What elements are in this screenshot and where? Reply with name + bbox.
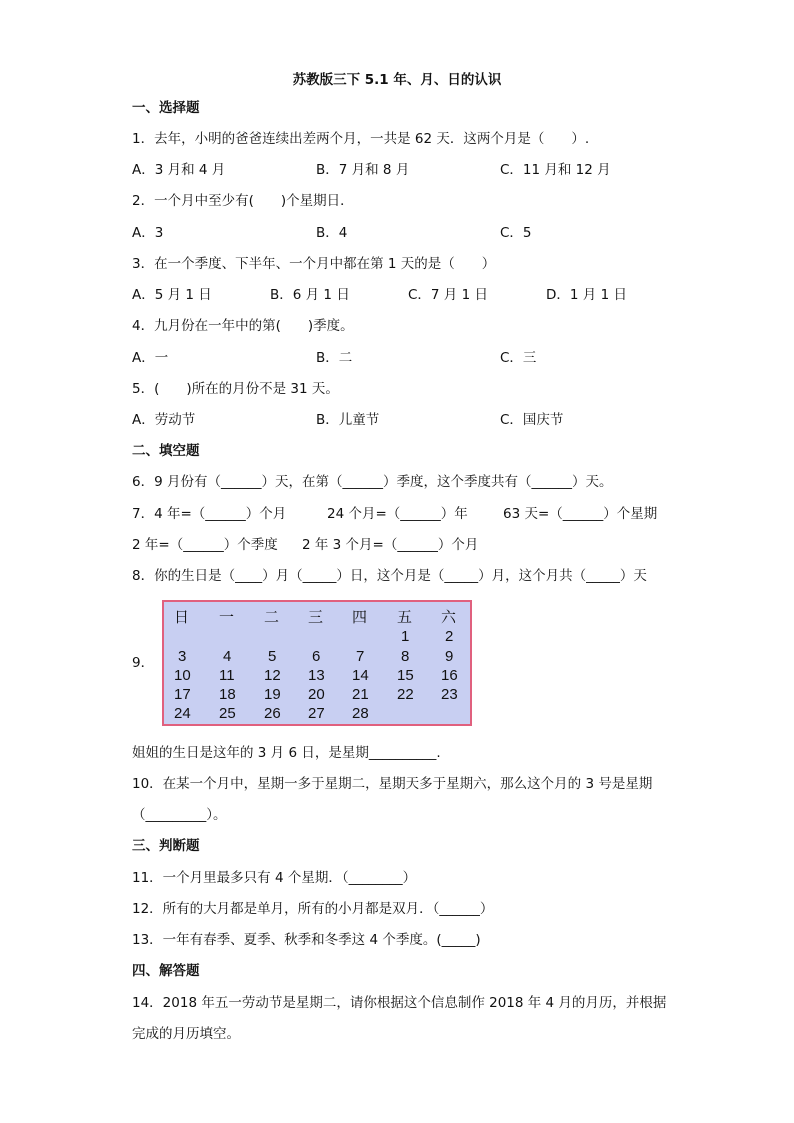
section-heading-answer: 四、解答题 xyxy=(132,963,200,979)
calendar-day: 5 xyxy=(268,648,277,665)
question-14-line-2: 完成的月历填空。 xyxy=(132,1026,240,1042)
question-2-stem: 2．一个月中至少有( )个星期日． xyxy=(132,193,354,209)
calendar-day: 16 xyxy=(441,667,458,684)
question-3-stem: 3．在一个季度、下半年、一个月中都在第 1 天的是（ ） xyxy=(132,256,496,272)
calendar-weekday-header: 五 xyxy=(397,609,413,626)
section-heading-fill: 二、填空题 xyxy=(132,443,200,459)
question-13: 13．一年有春季、夏季、秋季和冬季这 4 个季度。(_____) xyxy=(132,932,481,948)
calendar-day: 11 xyxy=(219,667,235,684)
calendar-weekday-header: 日 xyxy=(174,609,190,626)
question-9-text: 姐姐的生日是这年的 3 月 6 日，是星期__________. xyxy=(132,745,441,761)
calendar-day: 13 xyxy=(308,667,325,684)
calendar-day: 2 xyxy=(445,628,454,645)
calendar-day: 27 xyxy=(308,705,325,722)
question-5-option-b: B．儿童节 xyxy=(316,412,380,428)
question-7-part-4: 2 年=（______）个季度 xyxy=(132,537,278,553)
question-12: 12．所有的大月都是单月，所有的小月都是双月．（______） xyxy=(132,901,494,917)
calendar-weekday-header: 六 xyxy=(441,609,457,626)
question-3-option-c: C．7 月 1 日 xyxy=(408,287,488,303)
section-heading-choice: 一、选择题 xyxy=(132,100,200,116)
calendar-day: 1 xyxy=(401,628,410,645)
question-7-part-1: 7．4 年=（______）个月 xyxy=(132,506,287,522)
calendar-day: 22 xyxy=(397,686,414,703)
question-2-option-c: C．5 xyxy=(500,225,532,241)
calendar-day: 25 xyxy=(219,705,236,722)
question-7-part-3: 63 天=（______）个星期 xyxy=(503,506,658,522)
calendar-day: 3 xyxy=(178,648,187,665)
question-6: 6．9 月份有（______）天，在第（______）季度，这个季度共有（______）天。 xyxy=(132,474,613,490)
calendar-day: 9 xyxy=(445,648,454,665)
page-title: 苏教版三下 5.1 年、月、日的认识 xyxy=(292,72,502,88)
calendar-day: 10 xyxy=(174,667,191,684)
question-1-option-a: A．3 月和 4 月 xyxy=(132,162,226,178)
question-1-option-b: B．7 月和 8 月 xyxy=(316,162,410,178)
question-10-line-1: 10．在某一个月中，星期一多于星期二，星期天多于星期六，那么这个月的 3 号是星期 xyxy=(132,776,653,792)
question-4-option-b: B．二 xyxy=(316,350,353,366)
question-5-stem: 5．( )所在的月份不是 31 天。 xyxy=(132,381,339,397)
section-heading-judge: 三、判断题 xyxy=(132,838,200,854)
calendar-day: 28 xyxy=(352,705,369,722)
question-1-option-c: C．11 月和 12 月 xyxy=(500,162,611,178)
question-3-option-a: A．5 月 1 日 xyxy=(132,287,212,303)
question-11: 11．一个月里最多只有 4 个星期．（________） xyxy=(132,870,417,886)
calendar-day: 26 xyxy=(264,705,281,722)
calendar-day: 17 xyxy=(174,686,191,703)
calendar-day: 4 xyxy=(223,648,232,665)
question-14-line-1: 14．2018 年五一劳动节是星期二，请你根据这个信息制作 2018 年 4 月的月历，并根据 xyxy=(132,995,667,1011)
question-9-number: 9． xyxy=(132,655,155,671)
calendar-day: 24 xyxy=(174,705,191,722)
calendar-image xyxy=(162,600,472,726)
question-5-option-c: C．国庆节 xyxy=(500,412,564,428)
question-4-stem: 4．九月份在一年中的第( )季度。 xyxy=(132,318,354,334)
question-3-option-d: D．1 月 1 日 xyxy=(546,287,627,303)
question-7-part-2: 24 个月=（______）年 xyxy=(327,506,468,522)
calendar-weekday-header: 二 xyxy=(264,609,280,626)
question-1-stem: 1．去年，小明的爸爸连续出差两个月，一共是 62 天．这两个月是（ ）. xyxy=(132,131,590,147)
calendar-day: 8 xyxy=(401,648,410,665)
calendar-day: 18 xyxy=(219,686,236,703)
calendar-weekday-header: 三 xyxy=(308,609,324,626)
question-7-part-5: 2 年 3 个月=（______）个月 xyxy=(302,537,479,553)
calendar-weekday-header: 一 xyxy=(219,609,235,626)
calendar-weekday-header: 四 xyxy=(352,609,368,626)
calendar-day: 14 xyxy=(352,667,369,684)
question-2-option-a: A．3 xyxy=(132,225,164,241)
calendar-day: 23 xyxy=(441,686,458,703)
question-5-option-a: A．劳动节 xyxy=(132,412,196,428)
calendar-day: 7 xyxy=(356,648,365,665)
question-10-line-2: （_________）。 xyxy=(132,807,227,823)
calendar-day: 6 xyxy=(312,648,321,665)
calendar-day: 15 xyxy=(397,667,414,684)
question-4-option-a: A．一 xyxy=(132,350,169,366)
calendar-day: 12 xyxy=(264,667,281,684)
calendar-day: 21 xyxy=(352,686,369,703)
question-2-option-b: B．4 xyxy=(316,225,348,241)
question-4-option-c: C．三 xyxy=(500,350,537,366)
calendar-day: 20 xyxy=(308,686,325,703)
question-3-option-b: B．6 月 1 日 xyxy=(270,287,350,303)
question-8: 8．你的生日是（____）月（_____）日，这个月是（_____）月，这个月共（_____）天 xyxy=(132,568,647,584)
calendar-day: 19 xyxy=(264,686,281,703)
